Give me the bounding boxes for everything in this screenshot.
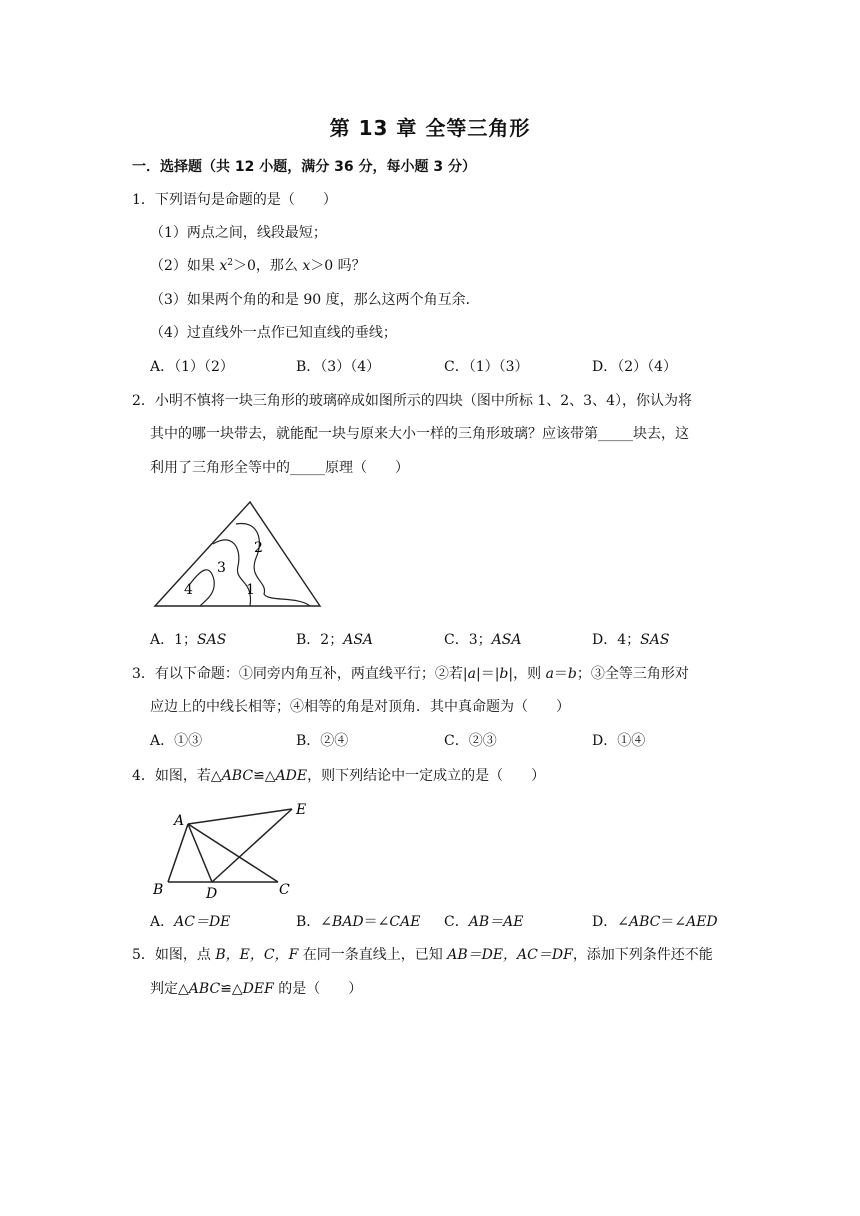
q4-triangle-figure [145, 798, 315, 900]
q4-label-c: C [279, 882, 290, 898]
q1-statement-2: （2）如果 $x^2>0$，那么 x＞0 吗？ [150, 258, 366, 274]
q3-option-a[interactable]: A．①③ [150, 733, 203, 749]
q5-stem-line-2: 判定△ABC≌△DEF 的是（ ） [150, 981, 363, 997]
q2-triangle-outline [155, 502, 320, 606]
q2-option-b[interactable]: B．2；ASA [296, 632, 374, 648]
q1-stem: 1．下列语句是命题的是（ ） [132, 192, 337, 208]
q2-label-3: 3 [217, 560, 226, 576]
q2-label-2: 2 [254, 540, 263, 556]
q3-stem-line-2: 应边上的中线长相等；④相等的角是对顶角．其中真命题为（ ） [150, 699, 570, 715]
q2-option-d[interactable]: D．4；SAS [592, 632, 670, 648]
q1-statement-3: （3）如果两个角的和是 90 度，那么这两个角互余． [150, 292, 480, 308]
q3-stem-line-1: 3．有以下命题：①同旁内角互补，两直线平行；②若|a|＝|b|，则 a＝b；③全等三角形对 [132, 666, 689, 682]
q2-stem-line-3: 利用了三角形全等中的_____原理（ ） [150, 460, 409, 476]
section-heading: 一．选择题（共 12 小题，满分 36 分，每小题 3 分） [132, 159, 476, 175]
q4-option-d[interactable]: D．∠ABC＝∠AED [592, 914, 718, 930]
q1-statement-4: （4）过直线外一点作已知直线的垂线； [150, 325, 397, 341]
q4-option-b[interactable]: B．∠BAD＝∠CAE [296, 914, 421, 930]
q2-label-1: 1 [246, 582, 255, 598]
q2-option-c[interactable]: C．3；ASA [444, 632, 522, 648]
q2-option-a[interactable]: A．1；SAS [150, 632, 227, 648]
q3-option-c[interactable]: C．②③ [444, 733, 497, 749]
q2-label-4: 4 [184, 582, 193, 598]
q3-option-b[interactable]: B．②④ [296, 733, 349, 749]
q2-crack-3 [190, 570, 214, 606]
q2-broken-glass-figure [150, 496, 325, 614]
q1-option-c[interactable]: C．（1）（3） [444, 359, 529, 375]
q3-option-d[interactable]: D．①④ [592, 733, 646, 749]
q1-option-a[interactable]: A．（1）（2） [150, 359, 234, 375]
q2-stem-line-1: 2．小明不慎将一块三角形的玻璃碎成如图所示的四块（图中所标 1、2、3、4），你认为将 [132, 393, 692, 409]
q1-statement-1: （1）两点之间，线段最短； [150, 225, 327, 241]
q1-option-d[interactable]: D．（2）（4） [592, 359, 678, 375]
q4-label-e: E [296, 802, 307, 818]
q4-stem: 4．如图，若△ABC≌△ADE，则下列结论中一定成立的是（ ） [132, 768, 546, 784]
q4-label-b: B [153, 882, 164, 898]
q2-stem-line-2: 其中的哪一块带去，就能配一块与原来大小一样的三角形玻璃？应该带第_____块去，这 [150, 426, 689, 442]
page-title: 第 13 章 全等三角形 [329, 116, 531, 140]
q4-option-a[interactable]: A．AC＝DE [150, 914, 231, 930]
q1-option-b[interactable]: B．（3）（4） [296, 359, 381, 375]
q4-option-c[interactable]: C．AB＝AE [444, 914, 524, 930]
q4-label-d: D [206, 886, 218, 902]
q5-stem-line-1: 5．如图，点 B，E，C，F 在同一条直线上，已知 AB＝DE，AC＝DF，添加下列条件还不能 [132, 947, 713, 963]
q4-label-a: A [174, 813, 185, 829]
